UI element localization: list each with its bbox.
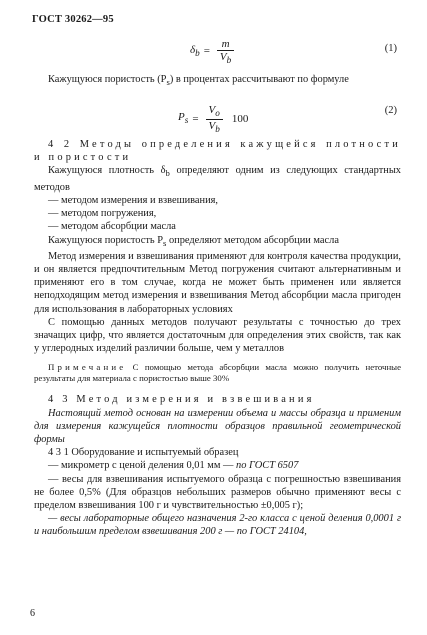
equipment-item-2: — весы для взвешивания испытуемого образца с погрешностью взвешивания не более 0,5% (Для образцов небольших размеров обычно применяют весы с пределом взвешивания 100 г и чувствительностью ±0,005 г); bbox=[34, 473, 401, 512]
equipment-item-1: — микрометр с ценой деления 0,01 мм — по ГОСТ 6507 bbox=[48, 460, 299, 472]
formula-1-eq: = bbox=[203, 45, 210, 58]
formula-1-numerator: m bbox=[221, 38, 230, 50]
formula-2-eq: = bbox=[192, 113, 199, 126]
formula-2-lhs: $P_s$ bbox=[178, 111, 189, 126]
paragraph-method-description: Метод измерения и взвешивания применяют для контроля качества продукции, и он является предпочтительным Метод погружения считают альтернативным и применяют его в том случае, когда не может быть применен или является неподходящим метод измерения и взвешивания Метод абсорбции масла пригоден для использования в лабораторных условиях bbox=[34, 250, 401, 315]
formula-1-denominator: $V_b$ bbox=[217, 50, 234, 66]
subsection-4-3-1-heading: 4 3 1 Оборудование и испытуемый образец bbox=[48, 447, 239, 459]
paragraph-porosity-method: Кажущуюся пористость $P_s$ определяют методом абсорбции масла bbox=[48, 234, 339, 248]
formula-1-expression bbox=[190, 38, 237, 66]
equipment-item-3: — весы лабораторные общего назначения 2-го класса с ценой деления 0,0001 г и наибольшим пределом взвешивания 200 г — по ГОСТ 24104, bbox=[34, 513, 401, 538]
formula-2-number: (2) bbox=[384, 105, 397, 116]
formula-1 bbox=[0, 38, 427, 68]
page-number: 6 bbox=[30, 608, 35, 619]
section-4-2-heading: 4 2 Методы определения кажущейся плотности и пористости bbox=[34, 139, 401, 164]
formula-1-lhs: $\delta_b$ bbox=[190, 43, 200, 59]
formula-1-number: (1) bbox=[384, 43, 397, 54]
formula-2-expression bbox=[178, 104, 248, 135]
paragraph-density-methods: Кажущуюся плотность $\delta_b$ определяют одним из следующих стандартных методов bbox=[34, 165, 401, 193]
note-label: Примечание bbox=[48, 362, 127, 373]
note bbox=[34, 362, 401, 384]
note-text: С помощью метода абсорбции масла можно получить неточные результаты для материала с пористостью выше 30% bbox=[34, 362, 401, 384]
formula-2-denominator: $V_b$ bbox=[206, 119, 223, 135]
paragraph-porosity-formula: Кажущуюся пористость $(P_s)$ в процентах рассчитывают по формуле bbox=[48, 74, 349, 88]
formula-2-fraction bbox=[206, 104, 223, 135]
formula-1-fraction bbox=[217, 38, 234, 66]
paragraph-accuracy: С помощью данных методов получают результаты с точностью до трех значащих цифр, что является достаточным для определения этих свойств, так как у углеродных изделий различии больше, чем у металлов bbox=[34, 316, 401, 355]
method-item-1: — методом измерения и взвешивания, bbox=[48, 194, 219, 206]
paragraph-method-principle: Настоящий метод основан на измерении объема и массы образца и применим для измерения кажущейся плотности образцов правильной геометрической формы bbox=[34, 407, 401, 446]
document-header: ГОСТ 30262—95 bbox=[32, 14, 114, 25]
formula-2-numerator: $V_o$ bbox=[208, 104, 220, 119]
section-4-2 bbox=[34, 138, 401, 539]
section-4-3-heading: 4 3 Метод измерения и взвешивания bbox=[48, 394, 315, 406]
formula-2-factor: 100 bbox=[231, 113, 249, 126]
method-item-3: — методом абсорбции масла bbox=[48, 221, 176, 233]
method-item-2: — методом погружения, bbox=[48, 208, 157, 220]
formula-2 bbox=[0, 104, 427, 134]
